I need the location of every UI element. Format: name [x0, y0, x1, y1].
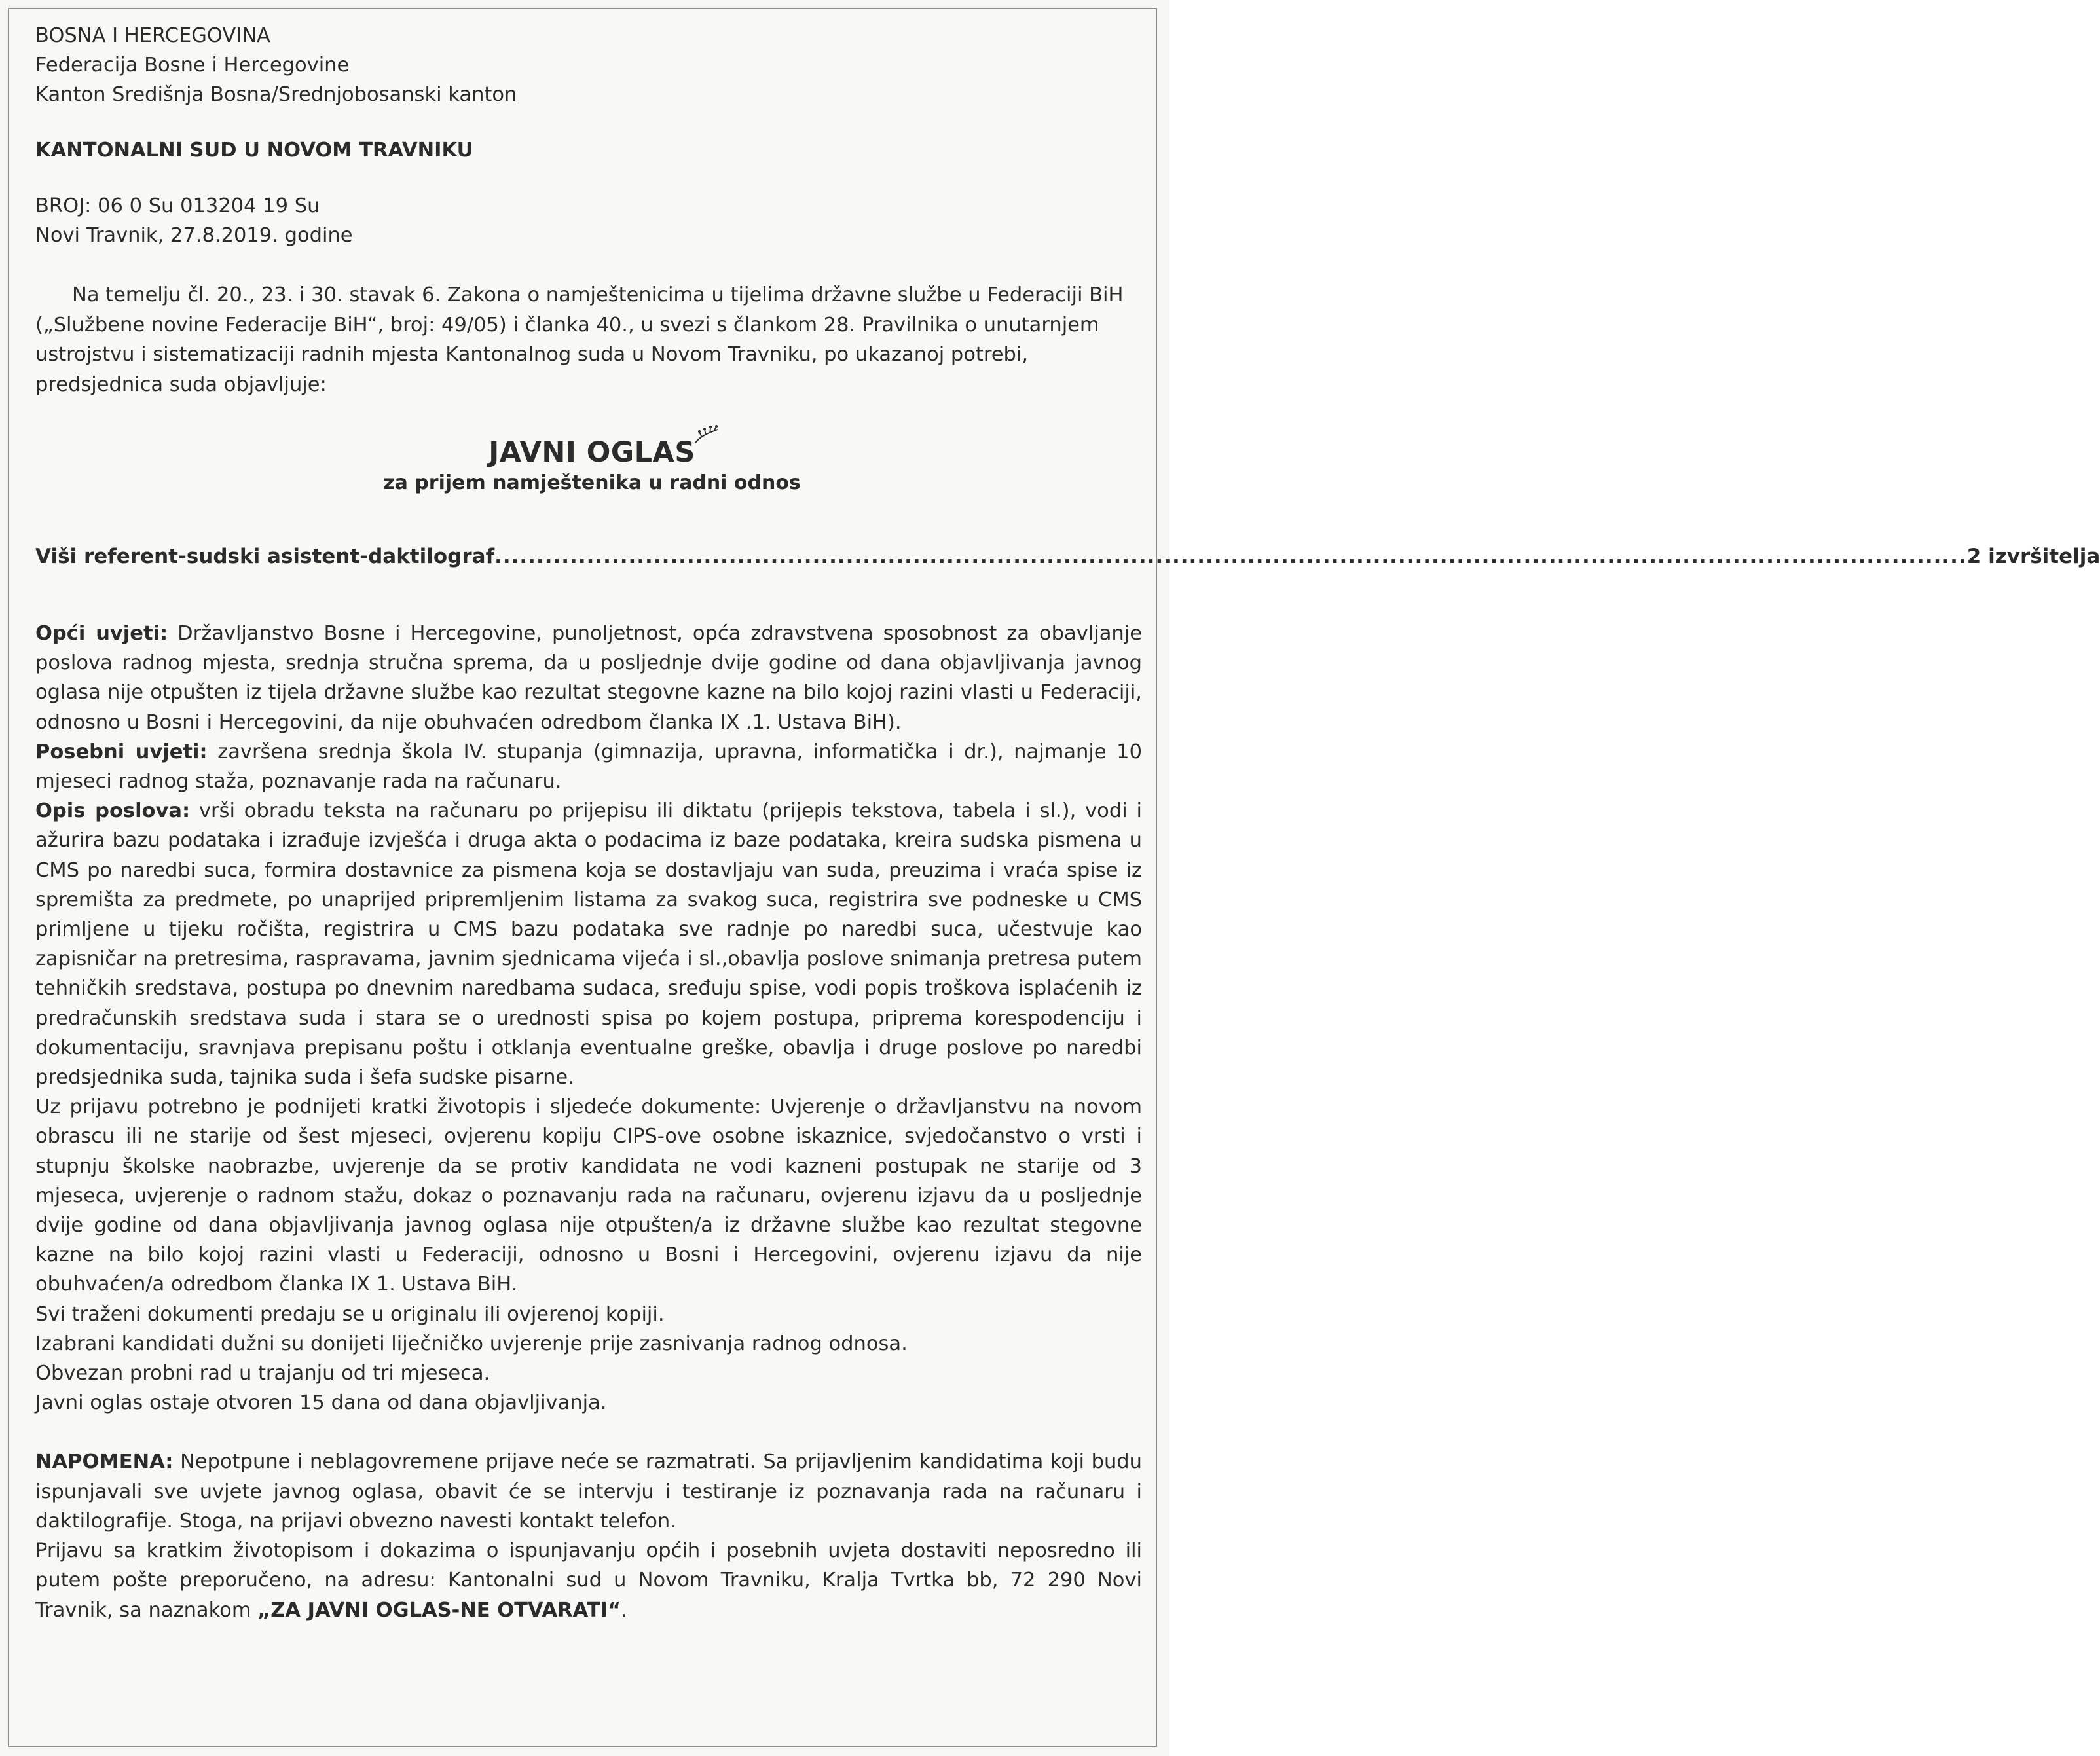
intro-paragraph: Na temelju čl. 20., 23. i 30. stavak 6. Zakona o namještenicima u tijelima državne službe u Federaciji BiH („Službene novine Federacije BiH“, broj: 49/05) i članka 40., u svezi s člankom 28. Pravilnika o unutarnjem ustrojstvu i sistematizaciji radnih mjesta Kantonalnog suda u Novom Travniku, po ukazanoj potrebi, predsjednica suda objavljuje: — [35, 284, 1124, 396]
job-description-label: Opis poslova: — [35, 799, 191, 823]
notice-body — [35, 619, 1142, 1625]
submission-end: . — [621, 1598, 627, 1622]
special-conditions-label: Posebni uvjeti: — [35, 740, 208, 763]
position-count: 2 izvršitelja — [1966, 545, 2100, 568]
note-label: NAPOMENA: — [35, 1450, 174, 1474]
place-date: Novi Travnik, 27.8.2019. godine — [35, 224, 353, 247]
header-canton: Kanton Središnja Bosna/Srednjobosanski kanton — [35, 83, 517, 106]
header-entity: Federacija Bosne i Hercegovine — [35, 54, 350, 77]
spacer — [35, 165, 1149, 191]
notice-content — [35, 21, 2100, 1625]
notice-title — [488, 435, 695, 470]
notice-frame — [8, 8, 2100, 1747]
submission-text: Prijavu sa kratkim životopisom i dokazima o ispunjavanju općih i posebnih uvjeta dostaviti neposredno ili putem pošte preporučeno, na adresu: Kantonalni sud u Novom Travniku, Kralja Tvrtka bb, 72 290 Novi Travnik, sa naznakom — [35, 1539, 1142, 1622]
header-country: BOSNA I HERCEGOVINA — [35, 24, 270, 47]
notice-subtitle: za prijem namještenika u radni odnos — [383, 471, 801, 494]
special-conditions — [35, 737, 1142, 796]
note-text: Nepotpune i neblagovremene prijave neće se razmatrati. Sa prijavljenim kandidatima koji budu ispunjavali sve uvjete javnog oglasa, obavit će se intervju i testiranje iz poznavanja rada na računaru i daktilografije. Stoga, na prijavi obvezno navesti kontakt telefon. — [35, 1450, 1142, 1533]
spacer — [35, 1418, 1142, 1447]
original-documents-note: Svi traženi dokumenti predaju se u originalu ili ovjerenoj kopiji. — [35, 1302, 665, 1326]
required-documents: Uz prijavu potrebno je podnijeti kratki životopis i sljedeće dokumente: Uvjerenje o državljanstvu na novom obrascu ili ne starije od šest mjeseci, ovjerenu kopiju CIPS-ove osobne iskaznice, svjedočanstvo o vrsti i stupnju školske naobrazbe, uvjerenje da se protiv kandidata ne vodi kazneni postupak ne starije od 3 mjeseca, uvjerenje o radnom stažu, dokaz o poznavanju rada na računaru, ovjerenu izjavu da u posljednje dvije godine od dana objavljivanja javnog oglasa nije otpušten/a iz državne službe kao rezultat stegovne kazne na bilo kojoj razini vlasti u Federaciji, odnosno u Bosni i Hercegovini, ovjerenu izjavu da nije obuhvaćen/a odredbom članka IX 1. Ustava BiH. — [35, 1095, 1142, 1296]
medical-certificate-note: Izabrani kandidati dužni su donijeti liječničko uvjerenje prije zasnivanja radnog odnosa. — [35, 1332, 908, 1355]
court-name: KANTONALNI SUD U NOVOM TRAVNIKU — [35, 139, 473, 162]
general-conditions — [35, 619, 1142, 737]
submission-emphasis: „ZA JAVNI OGLAS-NE OTVARATI“ — [257, 1598, 621, 1622]
notice-title-text: JAVNI OGLAS — [488, 436, 695, 469]
ornament-icon — [693, 424, 722, 448]
position-dots: ................................................................................................................................................................................ — [494, 545, 1967, 568]
open-period-note: Javni oglas ostaje otvoren 15 dana od dana objavljivanja. — [35, 1391, 607, 1415]
probation-note: Obvezan probni rad u trajanju od tri mjeseca. — [35, 1362, 490, 1385]
case-number: BROJ: 06 0 Su 013204 19 Su — [35, 194, 320, 217]
spacer — [35, 250, 1149, 280]
submission-paragraph — [35, 1536, 1142, 1625]
special-conditions-text: završena srednja škola IV. stupanja (gimnazija, upravna, informatička i dr.), najmanje 10 mjeseci radnog staža, poznavanje rada na računaru. — [35, 740, 1142, 794]
note-paragraph — [35, 1447, 1142, 1536]
job-description-text: vrši obradu teksta na računaru po prijepisu ili diktatu (prijepis tekstova, tabela i sl.), vodi i ažurira bazu podataka i izrađuje izvješća i druga akta o podacima iz baze podataka, kreira sudska pismena u CMS po naredbi suca, formira dostavnice za pismena koja se dostavljaju van suda, preuzima i vraća spise iz spremišta za predmete, po unaprijed pripremljenim listama za svakog suca, registrira sve podneske u CMS primljene u tijeku ročišta, registrira u CMS bazu podataka sve radnje po naredbi suca, učestvuje kao zapisničar na pretresima, raspravama, javnim sjednicama vijeća i sl.,obavlja poslove snimanja pretresa putem tehničkih sredstava, postupa po dnevnim naredbama sudaca, sređuju spise, vodi popis troškova isplaćenih iz predračunskih sredstava suda i stara se o urednosti spisa po kojem postupa, priprema korespodenciju i dokumentaciju, sravnjava prepisanu poštu i otklanja eventualne greške, obavlja i druge poslove po naredbi predsjednika suda, tajnika suda i šefa sudske pisarne. — [35, 799, 1142, 1089]
position-name: Viši referent-sudski asistent-daktilograf — [35, 545, 495, 568]
job-description — [35, 796, 1142, 1092]
general-conditions-label: Opći uvjeti: — [35, 622, 168, 645]
spacer — [35, 109, 1149, 136]
position-line — [35, 542, 2100, 572]
general-conditions-text: Državljanstvo Bosne i Hercegovine, punoljetnost, opća zdravstvena sposobnost za obavljanje poslova radnog mjesta, srednja stručna sprema, da u posljednje dvije godine od dana objavljivanja javnog oglasa nije otpušten iz tijela državne službe kao rezultat stegovne kazne na bilo kojoj razini vlasti u Federaciji, odnosno u Bosni i Hercegovini, da nije obuhvaćen odredbom članka IX .1. Ustava BiH). — [35, 622, 1142, 734]
title-block — [35, 435, 1149, 496]
